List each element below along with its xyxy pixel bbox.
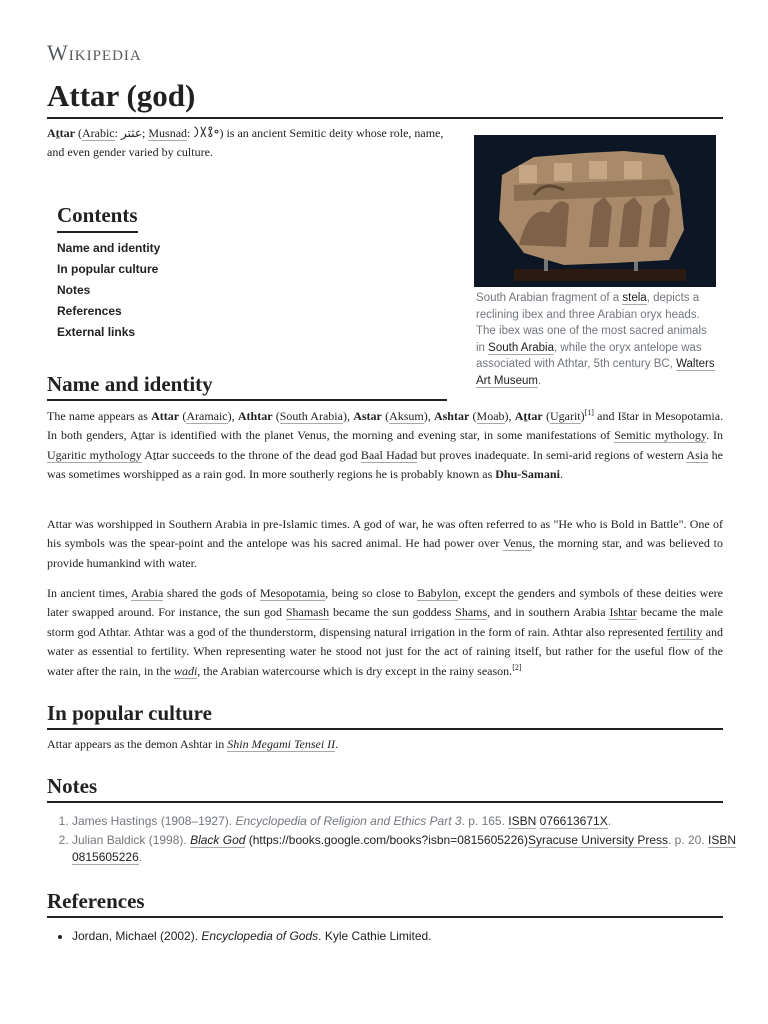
link-shams[interactable]: Shams — [455, 605, 488, 620]
link-walters-art-museum[interactable]: Walters Art Museum — [476, 358, 715, 387]
paragraph-name-identity: The name appears as Attar (Aramaic), Athtar (South Arabia), Astar (Aksum), Ashtar (Moab), Aṯtar (Ugarit)[1] and Ištar in Mesopotamia. In both genders, Aṯtar is identified with the planet Venus, the morning and evening star, in some manifestations of Semitic mythology. In Ugaritic mythology Aṯtar succeeds to the throne of the dead god Baal Hadad but proves inadequate. In semi-arid regions of western Asia he was sometimes worshipped as a rain god. In more southerly regions he is probably known as Dhu-Samani. — [47, 408, 724, 482]
text: . p. 20. — [668, 832, 709, 847]
link-aksum[interactable]: Aksum — [389, 409, 424, 423]
lead-term: Aṯtar — [47, 126, 75, 140]
link-venus[interactable]: Venus — [502, 536, 533, 551]
text: . Kyle Cathie Limited. — [318, 929, 432, 943]
reference-item — [72, 928, 748, 946]
text: shared the gods of — [163, 586, 260, 600]
page-title: Attar (god) — [47, 78, 723, 119]
link-south-arabia[interactable]: South Arabia — [488, 341, 555, 354]
reference-1[interactable]: [1] — [584, 408, 594, 417]
heading-notes: Notes — [47, 773, 723, 803]
link-musnad[interactable]: Musnad — [148, 126, 188, 140]
references-list — [47, 928, 748, 946]
musnad-name: 𐩲𐩻𐩩𐩧 — [193, 126, 220, 140]
text: and Ištar in Mesopotamia. In both genders, Aṯtar is identified with the planet Venus, the morning and evening star, in some manifestations of — [47, 409, 724, 443]
toc-item-external-links[interactable]: External links — [57, 325, 136, 339]
text: but proves inadequate. In semi-arid regions of western — [417, 447, 687, 462]
caption-text: , while the oryx antelope was associated with Athtar, 5th century BC, — [476, 341, 702, 370]
toc-item-notes[interactable]: Notes — [57, 283, 91, 297]
link-arabic[interactable]: Arabic — [81, 126, 115, 140]
notes-list — [47, 813, 748, 868]
link-ugarit[interactable]: Ugarit — [549, 409, 581, 423]
toc-item-in-popular-culture[interactable]: In popular culture — [57, 262, 159, 276]
text: In ancient times, — [47, 586, 131, 600]
heading-references: References — [47, 888, 723, 918]
paragraph-ancient-times — [47, 584, 723, 681]
image-caption — [474, 290, 716, 389]
text: . — [138, 850, 143, 864]
link-fertility[interactable]: fertility — [666, 624, 703, 639]
table-of-contents — [57, 203, 257, 343]
link-aramaic[interactable]: Aramaic — [186, 409, 228, 423]
lead-paragraph: Aṯtar (Arabic: عثتر; Musnad: 𐩲𐩻𐩩𐩧) is an ancient Semitic deity whose role, name, and even gender varied by culture. — [47, 126, 444, 159]
text: , being so close to — [325, 586, 418, 600]
text: became the sun goddess — [329, 605, 456, 620]
text: , the Arabian watercourse which is dry except in the rainy season. — [197, 663, 513, 678]
text: James Hastings (1908–1927). — [72, 814, 236, 828]
text: , and in southern Arabia — [487, 605, 610, 620]
work-title: Encyclopedia of Religion and Ethics Part 3 — [235, 814, 462, 828]
text: . In — [706, 428, 724, 443]
url-text[interactable]: (https://books.google.com/books?isbn=0815605226) — [245, 832, 528, 847]
link-babylon[interactable]: Babylon — [417, 586, 458, 600]
wikipedia-wordmark[interactable]: Wikipedia — [47, 40, 142, 65]
work-title: Encyclopedia of Gods — [201, 929, 319, 943]
text: . — [607, 814, 612, 828]
link-black-god[interactable]: Black God — [190, 832, 246, 847]
text: Jordan, Michael (2002). — [72, 929, 202, 943]
caption-text: South Arabian fragment of a — [476, 292, 623, 304]
text: , the morning star, and was believed to provide humankind with water. — [47, 536, 723, 570]
heading-name-and-identity: Name and identity — [47, 371, 447, 401]
link-mesopotamia[interactable]: Mesopotamia — [259, 586, 326, 600]
link-baal-hadad[interactable]: Baal Hadad — [360, 447, 418, 462]
stela-image[interactable] — [474, 135, 716, 287]
toc-title: Contents — [57, 203, 138, 233]
text: . — [559, 467, 563, 482]
link-syracuse-university-press[interactable]: Syracuse University Press — [527, 832, 668, 847]
term-astar: Astar — [353, 409, 382, 423]
link-arabia[interactable]: Arabia — [130, 586, 164, 600]
reference-2[interactable]: [2] — [512, 662, 522, 672]
text: and water as essential to fertility. When representing water he stood not just for the act of raining itself, but rather for the useful flow of the water after the rain, in the — [47, 624, 724, 678]
link-ishtar[interactable]: Ishtar — [609, 605, 637, 620]
note-item — [72, 813, 748, 831]
paragraph-worship — [47, 515, 723, 573]
term-attar: Attar — [151, 409, 180, 423]
term-athtar: Athtar — [237, 409, 273, 423]
text: , except the genders and symbols of these deities were later swapped around. For instance, the sun god — [47, 586, 723, 620]
term-dhu-samani: Dhu-Samani — [495, 467, 560, 482]
link-semitic-mythology[interactable]: Semitic mythology — [614, 428, 707, 443]
link-isbn[interactable]: ISBN — [508, 814, 537, 828]
text: Julian Baldick (1998). — [72, 832, 191, 847]
text: The name appears as — [47, 409, 152, 423]
text: Attar appears as the demon Ashtar in — [47, 737, 228, 751]
link-isbn-number[interactable]: 076613671X — [539, 814, 608, 828]
toc-item-references[interactable]: References — [57, 304, 122, 318]
link-shin-megami-tensei-ii[interactable]: Shin Megami Tensei II — [227, 737, 336, 751]
link-isbn-number[interactable]: 0815605226 — [72, 850, 139, 864]
term-attar-ugarit: Aṯtar — [514, 409, 543, 423]
text: . — [335, 737, 339, 751]
lead-rest: is an ancient Semitic deity whose role, name, and even gender varied by culture. — [47, 126, 444, 159]
heading-in-popular-culture: In popular culture — [47, 700, 723, 730]
text: Attar was worshipped in Southern Arabia in pre-Islamic times. A god of war, he was often referred to as "He who is Bold in Battle". One of his symbols was the spear-point and the antelope was his sacred animal. He had power over — [47, 517, 723, 551]
arabic-name: عثتر — [120, 126, 143, 140]
caption-text: . — [538, 374, 542, 387]
term-ashtar: Ashtar — [433, 409, 470, 423]
link-moab[interactable]: Moab — [476, 409, 505, 423]
link-ugaritic-mythology[interactable]: Ugaritic mythology — [47, 447, 142, 462]
link-shamash[interactable]: Shamash — [285, 605, 330, 620]
text: . p. 165. — [461, 814, 509, 828]
text: he was sometimes worshipped as a rain god. In more southerly regions he is probably known as — [47, 447, 723, 482]
link-wadi[interactable]: wadi — [173, 663, 198, 678]
text: Aṯtar succeeds to the throne of the dead god — [141, 447, 361, 462]
link-isbn[interactable]: ISBN — [708, 832, 737, 847]
stela-illustration — [474, 135, 716, 287]
caption-text: , depicts a reclining ibex and three Arabian oryx heads. The ibex was one of the most sacred animals in — [476, 292, 707, 354]
link-asia[interactable]: Asia — [686, 447, 709, 462]
note-item — [72, 832, 748, 867]
paragraph-popular-culture — [47, 735, 723, 754]
infobox — [474, 135, 716, 389]
text: became the male storm god Athtar. Athtar was a god of the thunderstorm, dispensing natural irrigation in the form of rain. Athtar also represented — [47, 605, 723, 639]
toc-item-name-and-identity[interactable]: Name and identity — [57, 241, 161, 255]
link-south-arabia[interactable]: South Arabia — [279, 409, 343, 423]
link-stela[interactable]: stela — [622, 292, 647, 304]
